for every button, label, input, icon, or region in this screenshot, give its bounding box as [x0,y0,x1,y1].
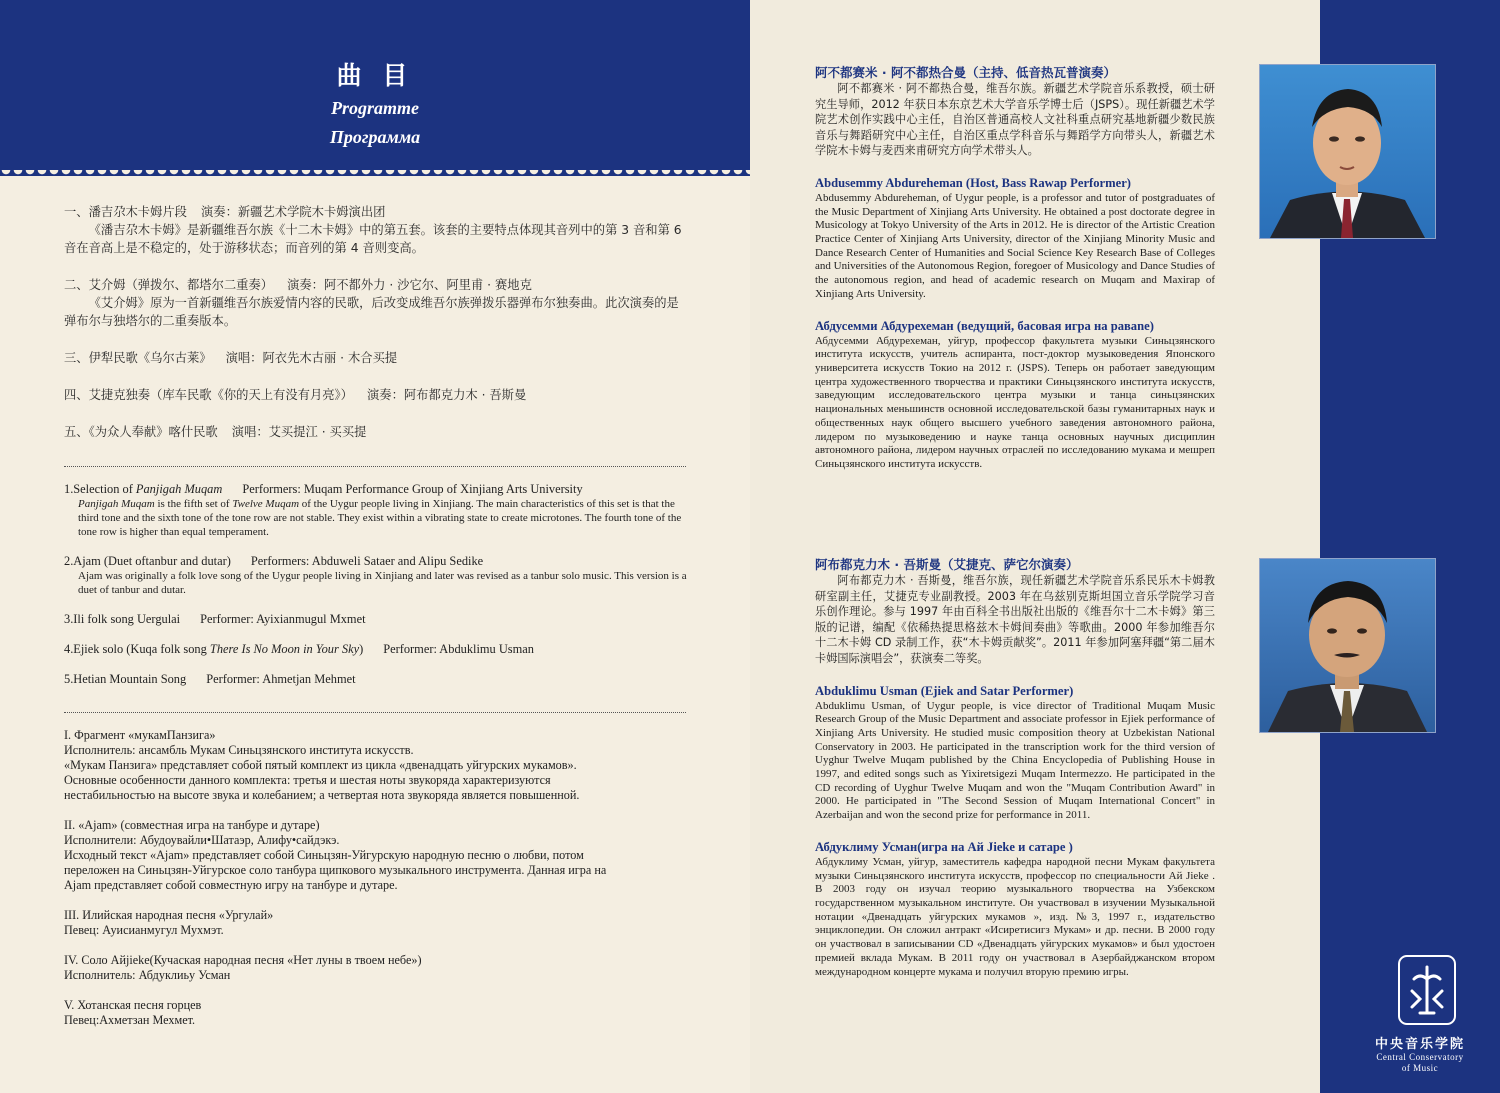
perforated-edge [0,170,750,182]
programme-item [64,349,688,367]
item-line: Ajam представляет собой совместную игру на танбуре и дутаре. [64,878,398,892]
bio-text-en: Abdusemmy Abdureheman, of Uygur people, is a professor and tutor of postgraduates of the Music Department of Xinjiang Arts University. He obtained a post doctorate degree in Musicology at Tokyo University of the Arts in 2012. He is director of the Artistic Creation Practice Center of Xinjiang Arts University, director of the Xinjiang Minority Music and Dance Research Center of Humanities and Social Science Key Research Base of Colleges and Universities of the Autonomous Region, foregoer of Musicology and Dance Studies of the autonomous region, and head of academic research on Muqam and Maxirap of Xinjiang Arts University. [815,191,1215,300]
item-performers: Performers: Abduweli Sataer and Alipu Sedike [250,554,484,568]
header-title-ru: Программа [329,127,421,147]
bio-heading-zh: 阿不都赛米 · 阿不都热合曼（主持、低音热瓦普演奏） [815,65,1116,80]
item-performers: 演奏：阿不都外力 · 沙它尔、阿里甫 · 赛地克 [287,278,532,292]
item-title: 5.Hetian Mountain Song [64,672,187,686]
item-performers: Performer: Abduklimu Usman [383,642,534,656]
bio-heading-en: Abdusemmy Abdureheman (Host, Bass Rawap Performer) [815,175,1131,190]
item-line: II. «Ajam» (совместная игра на танбуре и дутаре) [64,818,320,832]
performer-photo-2 [1259,558,1436,733]
programme-item [64,423,688,441]
item-line: Основные особенности данного комплекта: третья и шестая ноты звукоряда характеризуются [64,773,551,787]
programme-header [0,0,750,176]
item-line: Исходный текст «Ajam» представляет собой Синьцзян-Уйгурскую народную песню о любви, потом [64,848,584,862]
programme-list-ru [64,728,704,1043]
item-title: 五、《为众人奉献》喀什民歌 [64,425,218,439]
desc-text: of the Uygur people living in Xinjiang. The main characteristics of this set is that the third tone and the sixth tone of the tone row are not stable. They exist within a vibrating state to create microtones. The fourth tone of the tone row is higher than equal temperament. [78,498,682,538]
item-line: нестабильностью на высоте звука и колебанием; а четвертая нота звукоряда является повышенной. [64,788,580,802]
performer-photo-1 [1259,64,1436,239]
bio-heading-ru: Абдусемми Абдурехеман (ведущий, басовая игра на раваnе) [815,318,1154,333]
item-title: 二、艾介姆（弹拨尔、都塔尔二重奏） [64,278,274,292]
item-description: 《艾介姆》原为一首新疆维吾尔族爱情内容的民歌，后改变成维吾尔族弹拨乐器弹布尔独奏曲。此次演奏的是弹布尔与独塔尔的二重奏版本。 [64,296,679,328]
programme-item [64,953,704,983]
programme-list-zh [64,203,688,460]
conservatory-logo-icon [1398,955,1456,1025]
header-title-zh: 曲 目 [336,61,414,90]
item-title-italic: There Is No Moon in Your Sky [209,642,360,656]
programme-list-en [64,482,688,702]
programme-item [64,998,704,1028]
bio-text-zh: 阿不都赛米 · 阿不都热合曼，维吾尔族。新疆艺术学院音乐系教授，硕士研究生导师，2012 年获日本东京艺术大学音乐学博士后（JSPS）。现任新疆艺术学院艺术创作实践中心主任，自治区普通高校人文社科重点研究基地新疆少数民族音乐与舞蹈研究中心主任，自治区重点学科音乐与舞蹈学方向带头人，新疆艺术学院木卡姆与麦西来甫研究方向学术带头人。 [815,82,1215,158]
programme-item [64,818,704,893]
programme-item [64,672,688,687]
item-line: «Мукам Панзига» представляет собой пятый комплект из цикла «двенадцать уйгурских мукамов». [64,758,577,772]
logo-text-zh: 中央音乐学院 [1374,1037,1465,1052]
bio-heading-en: Abduklimu Usman (Ejiek and Satar Performer) [815,683,1074,698]
desc-italic: Panjigah Muqam [78,498,155,510]
header-title-en: Programme [331,98,419,118]
item-title-italic: Panjigah Muqam [135,482,223,496]
item-description: 《潘吉尕木卡姆》是新疆维吾尔族《十二木卡姆》中的第五套。该套的主要特点体现其音列中的第 3 音和第 6 音在音高上是不稳定的，处于游移状态；而音列的第 4 音则变高。 [64,223,682,255]
item-line: переложен на Синьцзян-Уйгурское соло танбура щипкового музыкального инструмента. Данная игра на [64,863,607,877]
item-performers: Performer: Ahmetjan Mehmet [206,672,356,686]
programme-item [64,728,704,803]
performer-bio-2 [815,556,1215,979]
item-line: Исполнитель: Абдуклиьу Усман [64,968,231,982]
item-line: IV. Соло Aйjieke(Кучаская народная песня «Нет луны в твоем небе») [64,953,422,967]
item-performers: 演奏：阿布都克力木 · 吾斯曼 [366,388,527,402]
item-title: 四、艾捷克独奏（库车民歌《你的天上有没有月亮》） [64,388,353,402]
item-title: 3.Ili folk song Uergulai [64,612,181,626]
item-line: Певец:Ахметзан Мехмет. [64,1013,196,1027]
desc-italic: Twelve Muqam [232,498,300,510]
programme-item [64,642,688,657]
item-description: Ajam was originally a folk love song of the Uygur people living in Xinjiang and later was revised as a tanbur solo music. This version is a duet of tanbur and dutar. [78,570,687,596]
item-description [64,497,688,539]
programme-item [64,482,688,539]
bio-heading-zh: 阿布都克力木 · 吾斯曼（艾捷克、萨它尔演奏） [815,557,1079,572]
programme-item [64,554,688,597]
item-performers: Performers: Muqam Performance Group of Xinjiang Arts University [242,482,583,496]
logo-text-en-1: Central Conservatory [1376,1052,1464,1062]
bio-text-ru: Абдусемми Абдурехеман, уйгур, профессор факультета музыки Синьцзянского института искусств, учитель аспиранта, пост-доктор музыковедения Японского университета искусств Токио на 2012 г. (JSPS). Теперь он работает заведующим центра художественного творчества и практики Синьцзянского института искусств, заведующим исследовательского центра музыки и танца синьцзянских национальных меньшинств основной исследовательской базы гуманитарных наук и общественных наук общего высшего учебного заведения автономного района, лидером по музыковедению и науке танца основных научных дисциплин автономного района, лидером научных отраслей по исследованию мукама и мешреп Синьцзянского института искусств. [815,334,1215,470]
item-title: 三、伊犁民歌《乌尔古莱》 [64,351,212,365]
item-performers: 演唱：阿衣先木古丽 · 木合买提 [225,351,398,365]
programme-item [64,612,688,627]
item-line: Певец: Ауисианмугул Мухмэт. [64,923,224,937]
item-title: 1.Selection of [64,482,136,496]
conservatory-name [1340,1033,1500,1074]
item-title: 4.Ejiek solo (Kuqa folk song [64,642,210,656]
item-title: 一、潘吉尕木卡姆片段 [64,205,187,219]
item-line: I. Фрагмент «мукамПанзига» [64,728,216,742]
item-title: 2.Ajam (Duet oftanbur and dutar) [64,554,231,568]
logo-text-en-2: of Music [1401,1063,1439,1073]
dotted-divider [64,466,686,467]
dotted-divider [64,712,686,713]
item-line: III. Илийская народная песня «Ургулай» [64,908,274,922]
bio-text-ru: Абдуклиму Усман, уйгур, заместитель кафедра народной песни Мукам факультета музыки Синьцзянского института искусств, профессор по специальности Ай Jieke . В 2003 году он изучал теорию музыкального творчества на Узбекском государственном музыкальном институте. Он участвовал в изучении Музыкальной нотации «Двенадцать уйгурских мукамов », изд. №3, 1997 г., издательство энциклопедии. Он сложил антракт «Исиретисигз Мукам» и др. песни. В 2000 году он участвовал в записывании CD «Двенадцать уйгурских мукамов» и был удостоен премией вклада Мукам. В 2011 году он участвовал в Азербайджанском втором международном концерте мукама и получил вторую премию игры. [815,855,1215,978]
header-titles [260,58,490,152]
item-line: V. Хотанская песня горцев [64,998,202,1012]
bio-text-zh: 阿布都克力木 · 吾斯曼，维吾尔族，现任新疆艺术学院音乐系民乐木卡姆教研室副主任，艾捷克专业副教授。2003 年在乌兹别克斯坦国立音乐学院学习音乐创作理论。参与 1997 年由百科全书出版社出版的《维吾尔十二木卡姆》第三版的记谱，编配《依稀热提思格兹木卡姆间奏曲》等歌曲。2000 年参加维吾尔十二木卡姆 CD 录制工作，获“木卡姆贡献奖”。2011 年参加阿塞拜疆“第二届木卡姆国际演唱会”，获演奏二等奖。 [815,574,1215,665]
programme-item [64,203,688,257]
bio-text-en: Abduklimu Usman, of Uygur people, is vice director of Traditional Muqam Music Research Group of the Music Department and associate professor in Ejiek performance of Xinjiang Arts University. He studied music composition theory at Uzbekistan National Conservatory in 2003. He participated in the transcription work for the third version of Uyghur Twelve Muqam published by the China Encyclopedia of Publishing House in 1997, and edited songs such as Yixiretsigezi Muqam Intermezzo. He participated in the CD recording of Uyghur Twelve Muqam and won the "Muqam Contribution Award" in 2000. He participated in "The Second Session of Muqam International Concert" in Azerbaijan and won the second prize for performance in 2011. [815,699,1215,822]
item-performers: 演唱：艾买提江 · 买买提 [231,425,367,439]
item-performers: Performer: Ayixianmugul Mxmet [200,612,366,626]
performer-bio-1 [815,64,1215,472]
desc-text: is the fifth set of [154,498,233,510]
item-performers: 演奏：新疆艺术学院木卡姆演出团 [200,205,386,219]
programme-item [64,386,688,404]
item-line: Исполнитель: ансамбль Мукам Синьцзянского института искусств. [64,743,414,757]
programme-item [64,908,704,938]
item-line: Исполнители: Абудоувайли•Шатаэр, Алифу•сайдэкэ. [64,833,340,847]
programme-item [64,276,688,330]
bio-heading-ru: Абдуклиму Усман(игра на Ай Jieke и сатаре ) [815,839,1073,854]
item-title-end: ) [359,642,364,656]
